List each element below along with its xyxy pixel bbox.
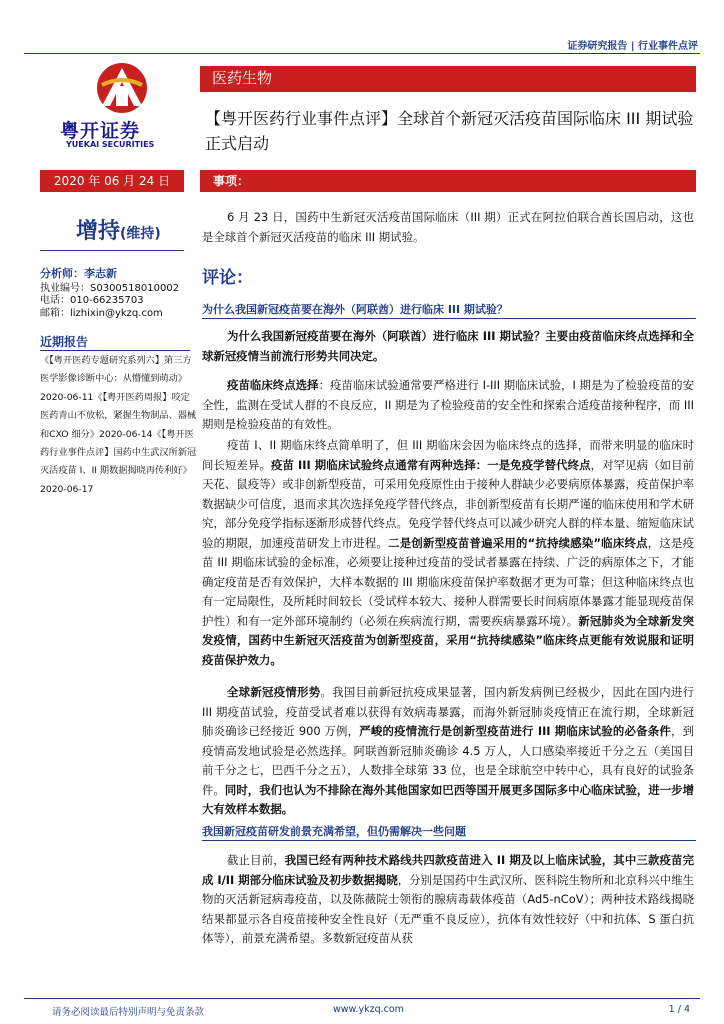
- p4-e: 同时，我们也认为不排除在海外其他国家如巴西等国开展更多国际多中心临床试验，进一步增大有效样本数据。: [202, 782, 694, 816]
- rating-sub: (维持): [120, 226, 161, 242]
- report-date: 2020 年 06 月 24 日: [40, 170, 184, 192]
- p3-f: 新冠肺炎为全球新发突发疫情，国药中生新冠灭活疫苗为创新型疫苗，采用“抗持续感染”临床终点更能有效说服和证明疫苗保护效力。: [202, 613, 694, 667]
- p5-b: 我国已经有两种技术路线共四款疫苗进入 II 期及以上临床试验，其中三款疫苗完成 I/II 期部分临床试验及初步数据揭晓: [202, 853, 694, 887]
- section-divider-2: [202, 840, 696, 841]
- p3-b: 疫苗 III 期临床试验终点通常有两种选择：一是免疫学替代终点: [270, 457, 591, 472]
- section-divider-1: [202, 318, 696, 319]
- paragraph-1: 为什么我国新冠疫苗要在海外（阿联酋）进行临床 III 期试验？主要由疫苗临床终点选择和全球新冠疫情当前流行形势共同决定。: [202, 329, 694, 363]
- p3-e: ，这是疫苗 III 期临床试验的金标准，必须要让接种过疫苗的受试者暴露在持续、广泛的病原体之下，才能确定疫苗是否有效保护，大样本数据的 III 期临床疫苗保护率数据才更为可靠；但这种临床终点也有一定局限性，及所耗时间较长（受试样本较大、接种人群需要长时间病原体暴露才能显现疫苗保护性）和有一定外部环境制约（必须在疾病流行期，需要疾病暴露环境）。: [202, 535, 694, 628]
- header-divider: [24, 53, 700, 54]
- p5-a: 截止目前，: [227, 853, 285, 867]
- sector-bar: [200, 66, 696, 92]
- p3-a: 疫苗 I、II 期临床终点简单明了，但 III 期临床会因为临床终点的选择，而带来明显的临床时间长短差异。: [202, 438, 694, 472]
- analyst-license: 执业编号：S0300518010002: [40, 282, 180, 294]
- event-bar: [200, 170, 696, 192]
- report-title: 【粤开医药行业事件点评】全球首个新冠灭活疫苗国际临床 III 期试验正式启动: [205, 109, 694, 153]
- p2-bold: 疫苗临床终点选择: [227, 378, 319, 392]
- analyst-info: [40, 268, 190, 320]
- logo-name-cn: 粤开证券: [60, 120, 141, 142]
- rating-main: 增持: [76, 219, 121, 244]
- paragraph-2: [202, 376, 694, 435]
- paragraph-3: [202, 436, 694, 670]
- recent-reports-title: 近期报告: [40, 335, 89, 349]
- logo-name-en: YUEKAI SECURITIES: [66, 140, 155, 149]
- analyst-phone: 电话：010-66235703: [40, 295, 144, 306]
- rating: [76, 214, 161, 245]
- yuekai-logo-icon: [80, 60, 164, 116]
- p4-a: 全球新冠疫情形势: [227, 685, 321, 699]
- event-label: 事项：: [213, 174, 250, 188]
- p3-d: 二是创新型疫苗普遍采用的“抗持续感染”临床终点: [388, 535, 648, 550]
- recent-reports-divider: [40, 350, 190, 351]
- paragraph-5: [202, 851, 694, 949]
- rating-divider: [40, 250, 184, 251]
- event-body: 6 月 23 日，国药中生新冠灭活疫苗国际临床（III 期）正式在阿拉伯联合酋长国启动，这也是全球首个新冠灭活疫苗的临床 III 期试验。: [202, 210, 694, 244]
- p5-c: ，分别是国药中生武汉所、医科院生物所和北京科兴中维生物的灭活新冠病毒疫苗，以及陈薇院士领衔的腺病毒载体疫苗（Ad5-nCoV）；两种技术路线揭晓结果都显示各自疫苗接种安全性良好（无严重不良反应），抗体有效性较好（中和抗体、S 蛋白抗体等），前景充满希望。多数新冠疫苗从获: [202, 872, 694, 945]
- section-heading-2: 我国新冠疫苗研发前景充满希望，但仍需解决一些问题: [202, 825, 466, 838]
- p2-text: ：疫苗临床试验通常要严格进行 I-III 期临床试验，I 期是为了检验疫苗的安全性，监测在受试人群的不良反应，II 期是为了检验疫苗的安全性和探索合适疫苗接种程序，而 III 期则是检验疫苗的有效性。: [202, 378, 694, 431]
- footer-divider: [24, 998, 700, 999]
- report-type-label: 证券研究报告 | 行业事件点评: [567, 41, 698, 52]
- paragraph-4: [202, 683, 694, 820]
- footer-disclaimer: 请务必阅读最后特别声明与免责条款: [52, 1007, 205, 1018]
- p4-d: ，到疫情高发地试验是必然选择。阿联酋新冠肺炎确诊 4.5 万人，人口感染率接近千分之五（美国目前千分之七，巴西千分之五），人数排全球第 33 位，也是全球航空中转中心，具有良好的试验条件。: [202, 724, 694, 797]
- analyst-name: 分析师：李志新: [40, 267, 117, 280]
- p3-c: ，对罕见病（如目前天花、鼠疫等）或非创新型疫苗，可采用免疫原性由于接种人群缺少必要病原体暴露，疫苗保护率数据缺少可信度，退而求其次选择免疫学替代终点，非创新型疫苗有长期严谨的临床使用和学术研究，部分免疫学指标逐渐形成替代终点。免疫学替代终点可以减少研究人群的样本量、缩短临床试验的期限，加速疫苗研发上市进程。: [202, 457, 694, 550]
- recent-reports-list: 《【粤开医药专题研究系列六】第三方医学影像诊断中心：从懵懂到萌动》2020-06-11《【粤开医药周报】咬定医药青山不放松，紧握生物制品、器械和CXO 细分》2020-06-14《【粤开医药行业事件点评】国药中生武汉所新冠灭活疫苗 I、II 期数据揭晓再传利好》2020-06-17: [40, 355, 197, 495]
- sector-label: 医药生物: [212, 69, 273, 87]
- analyst-email: 邮箱：lizhixin@ykzq.com: [40, 307, 163, 319]
- p4-c: 严峻的疫情流行是创新型疫苗进行 III 期临床试验的必备条件: [359, 724, 671, 738]
- section-heading-1: 为什么我国新冠疫苗要在海外（阿联酋）进行临床 III 期试验？: [202, 303, 508, 316]
- page-number: 1 / 4: [668, 1004, 690, 1015]
- footer-website[interactable]: www.ykzq.com: [333, 1004, 404, 1015]
- review-heading: 评论：: [202, 268, 253, 288]
- p4-b: 。我国目前新冠抗疫成果显著，国内新发病例已经极少，因此在国内进行 III 期疫苗试验，疫苗受试者难以获得有效病毒暴露，而海外新冠肺炎疫情正在流行期，全球新冠肺炎确诊已经接近 900 万例，: [202, 685, 694, 738]
